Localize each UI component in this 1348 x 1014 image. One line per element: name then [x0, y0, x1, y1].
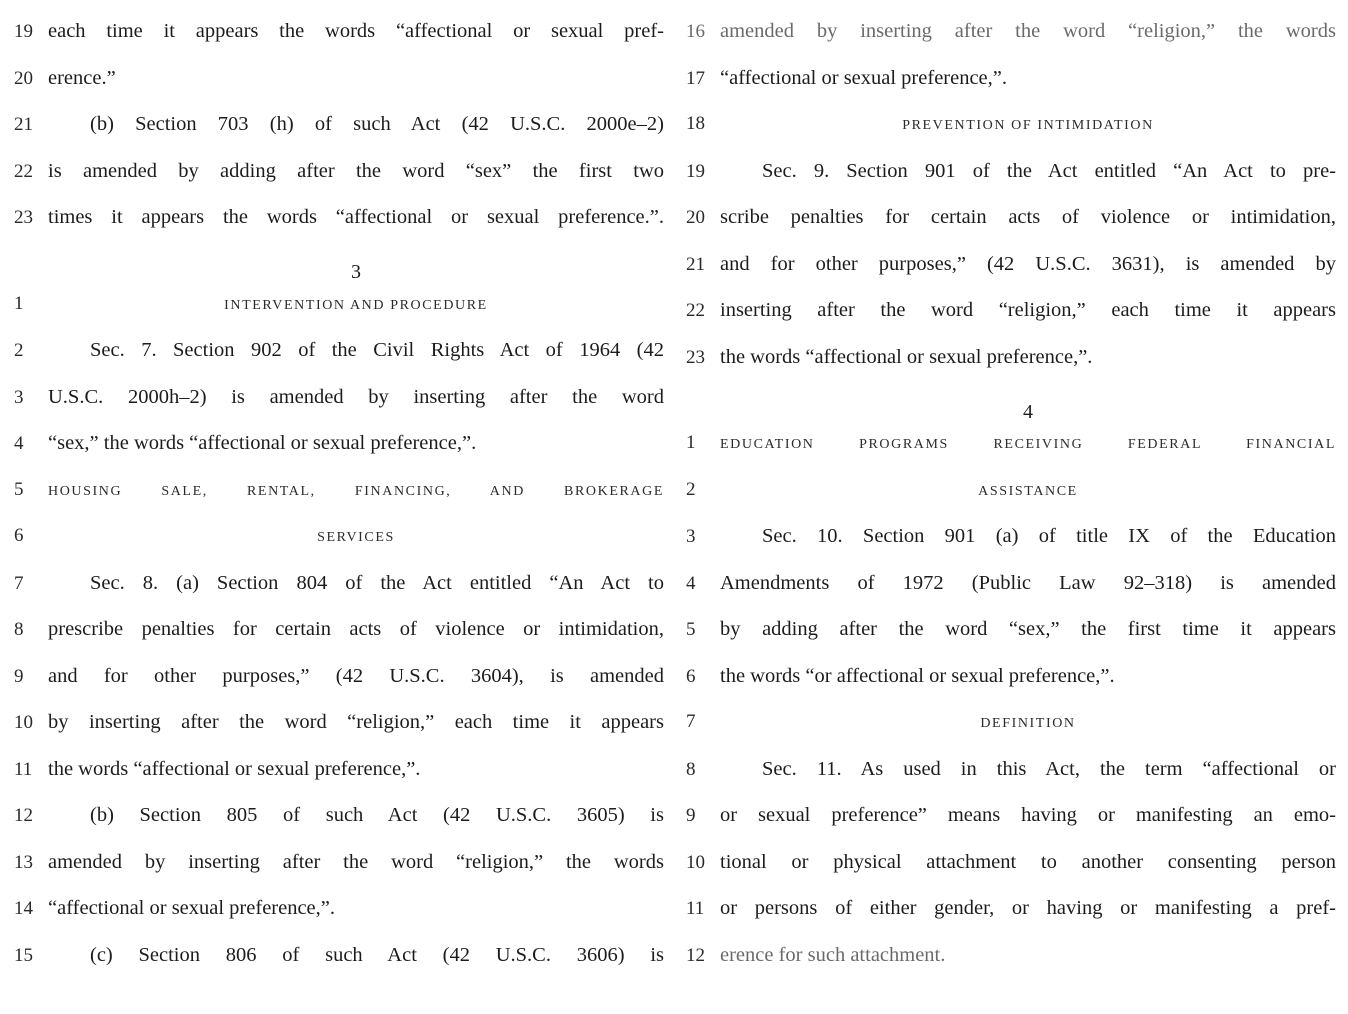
section-heading: INTERVENTION AND PROCEDURE — [224, 297, 488, 313]
line-row — [14, 293, 664, 340]
line-row — [686, 20, 1336, 67]
line-number: 2 — [14, 340, 24, 361]
line-text: Sec. 7. Section 902 of the Civil Rights Act of 1964 (42 — [90, 339, 664, 361]
line-text: each time it appears the words “affectional or sexual pref- — [48, 20, 664, 42]
line-text: or persons of either gender, or having or manifesting a pref- — [720, 897, 1336, 919]
line-number: 22 — [14, 160, 33, 182]
line-text: the words “affectional or sexual preference,”. — [48, 757, 421, 780]
line-text: (b) Section 703 (h) of such Act (42 U.S.C. 2000e–2) — [90, 113, 664, 135]
line-row — [686, 299, 1336, 346]
line-row — [14, 944, 664, 991]
line-text: Amendments of 1972 (Public Law 92–318) is amended — [720, 571, 1336, 594]
line-text: and for other purposes,” (42 U.S.C. 3631), is amended by — [720, 252, 1336, 275]
page-number-row — [14, 253, 664, 293]
line-row — [686, 479, 1336, 526]
line-text: (c) Section 806 of such Act (42 U.S.C. 3606) is — [90, 943, 664, 966]
line-number: 6 — [686, 665, 696, 687]
line-number: 7 — [686, 711, 696, 732]
section-heading: EDUCATION PROGRAMS RECEIVING FEDERAL FINANCIAL — [720, 437, 1336, 452]
line-number: 1 — [14, 292, 24, 314]
line-number: 23 — [686, 346, 705, 368]
line-number: 20 — [686, 207, 705, 228]
line-number: 9 — [14, 665, 24, 687]
line-row — [686, 618, 1336, 665]
line-row — [686, 253, 1336, 300]
line-row — [686, 113, 1336, 160]
line-text: inserting after the word “religion,” each time it appears — [720, 299, 1336, 321]
line-text: amended by inserting after the word “religion,” the words — [720, 20, 1336, 42]
line-text: times it appears the words “affectional or sexual preference.”. — [48, 206, 664, 228]
section-heading: HOUSING SALE, RENTAL, FINANCING, AND BROKERAGE — [48, 483, 664, 499]
line-row — [686, 897, 1336, 944]
line-row — [686, 804, 1336, 851]
line-number: 5 — [686, 619, 696, 640]
line-row — [686, 346, 1336, 393]
line-text: Sec. 11. As used in this Act, the term “affectional or — [762, 757, 1336, 780]
line-number: 11 — [686, 898, 705, 919]
line-row — [686, 67, 1336, 114]
line-number: 19 — [14, 21, 33, 42]
line-text: erence.” — [48, 66, 116, 89]
line-number: 12 — [14, 805, 33, 826]
line-row — [14, 386, 664, 433]
line-row — [686, 665, 1336, 712]
line-text: the words “affectional or sexual preference,”. — [720, 345, 1093, 368]
line-text: Sec. 8. (a) Section 804 of the Act entitled “An Act to — [90, 571, 664, 594]
line-row — [14, 758, 664, 805]
line-row — [686, 525, 1336, 572]
line-number: 12 — [686, 944, 705, 966]
line-row — [686, 572, 1336, 619]
line-row — [14, 618, 664, 665]
line-number: 8 — [686, 758, 696, 780]
line-number: 3 — [686, 526, 696, 547]
line-row — [14, 113, 664, 160]
line-text: by adding after the word “sex,” the first time it appears — [720, 618, 1336, 640]
line-number: 4 — [14, 433, 24, 454]
line-row — [686, 432, 1336, 479]
section-heading: SERVICES — [317, 530, 395, 545]
section-heading: DEFINITION — [980, 716, 1076, 731]
section-heading: ASSISTANCE — [978, 483, 1078, 499]
line-row — [14, 572, 664, 619]
line-number: 15 — [14, 944, 33, 966]
line-text: or sexual preference” means having or manifesting an emo- — [720, 804, 1336, 826]
line-text: erence for such attachment. — [720, 943, 946, 966]
right-page — [686, 20, 1336, 990]
line-row — [14, 665, 664, 712]
line-text: by inserting after the word “religion,” each time it appears — [48, 711, 664, 733]
line-number: 16 — [686, 21, 705, 42]
line-number: 3 — [14, 386, 24, 408]
line-number: 1 — [686, 432, 696, 453]
line-number: 10 — [686, 851, 705, 873]
line-row — [14, 20, 664, 67]
line-text: the words “or affectional or sexual preference,”. — [720, 664, 1115, 687]
line-number: 6 — [14, 525, 24, 546]
line-text: “affectional or sexual preference,”. — [48, 897, 336, 919]
line-number: 21 — [686, 253, 705, 275]
line-row — [14, 804, 664, 851]
line-row — [14, 339, 664, 386]
line-number: 8 — [14, 619, 24, 640]
line-row — [14, 525, 664, 572]
line-text: U.S.C. 2000h–2) is amended by inserting after the word — [48, 385, 664, 408]
line-row — [14, 711, 664, 758]
line-row — [686, 711, 1336, 758]
line-text: “sex,” the words “affectional or sexual preference,”. — [48, 432, 477, 454]
line-number: 4 — [686, 572, 696, 594]
line-number: 13 — [14, 851, 33, 873]
line-row — [686, 160, 1336, 207]
line-row — [14, 432, 664, 479]
line-number: 21 — [14, 114, 33, 135]
line-text: tional or physical attachment to another consenting person — [720, 850, 1336, 873]
line-text: is amended by adding after the word “sex” the first two — [48, 159, 664, 182]
line-row — [14, 67, 664, 114]
line-number: 23 — [14, 207, 33, 228]
line-row — [14, 160, 664, 207]
page-number: 4 — [1023, 400, 1033, 423]
line-number: 20 — [14, 67, 33, 89]
line-text: scribe penalties for certain acts of violence or intimidation, — [720, 206, 1336, 228]
line-number: 18 — [686, 113, 705, 134]
section-heading: PREVENTION OF INTIMIDATION — [902, 118, 1154, 133]
line-row — [14, 479, 664, 526]
line-number: 11 — [14, 758, 33, 780]
line-text: (b) Section 805 of such Act (42 U.S.C. 3605) is — [90, 804, 664, 826]
line-row — [686, 944, 1336, 991]
line-number: 2 — [686, 478, 696, 500]
line-number: 17 — [686, 67, 705, 89]
page-number-row — [686, 392, 1336, 432]
line-number: 22 — [686, 300, 705, 321]
line-text: prescribe penalties for certain acts of violence or intimidation, — [48, 618, 664, 640]
line-row — [14, 897, 664, 944]
line-row — [686, 206, 1336, 253]
page-number: 3 — [351, 261, 361, 283]
line-number: 19 — [686, 160, 705, 182]
line-row — [686, 851, 1336, 898]
left-page — [14, 20, 664, 990]
line-row — [14, 206, 664, 253]
line-number: 5 — [14, 478, 24, 500]
line-text: Sec. 10. Section 901 (a) of title IX of the Education — [762, 525, 1336, 547]
line-number: 7 — [14, 572, 24, 594]
line-number: 10 — [14, 712, 33, 733]
line-number: 9 — [686, 805, 696, 826]
line-row — [686, 758, 1336, 805]
line-text: and for other purposes,” (42 U.S.C. 3604), is amended — [48, 664, 664, 687]
line-number: 14 — [14, 898, 33, 919]
line-text: amended by inserting after the word “religion,” the words — [48, 850, 664, 873]
line-row — [14, 851, 664, 898]
line-text: Sec. 9. Section 901 of the Act entitled “An Act to pre- — [762, 159, 1336, 182]
line-text: “affectional or sexual preference,”. — [720, 66, 1008, 89]
